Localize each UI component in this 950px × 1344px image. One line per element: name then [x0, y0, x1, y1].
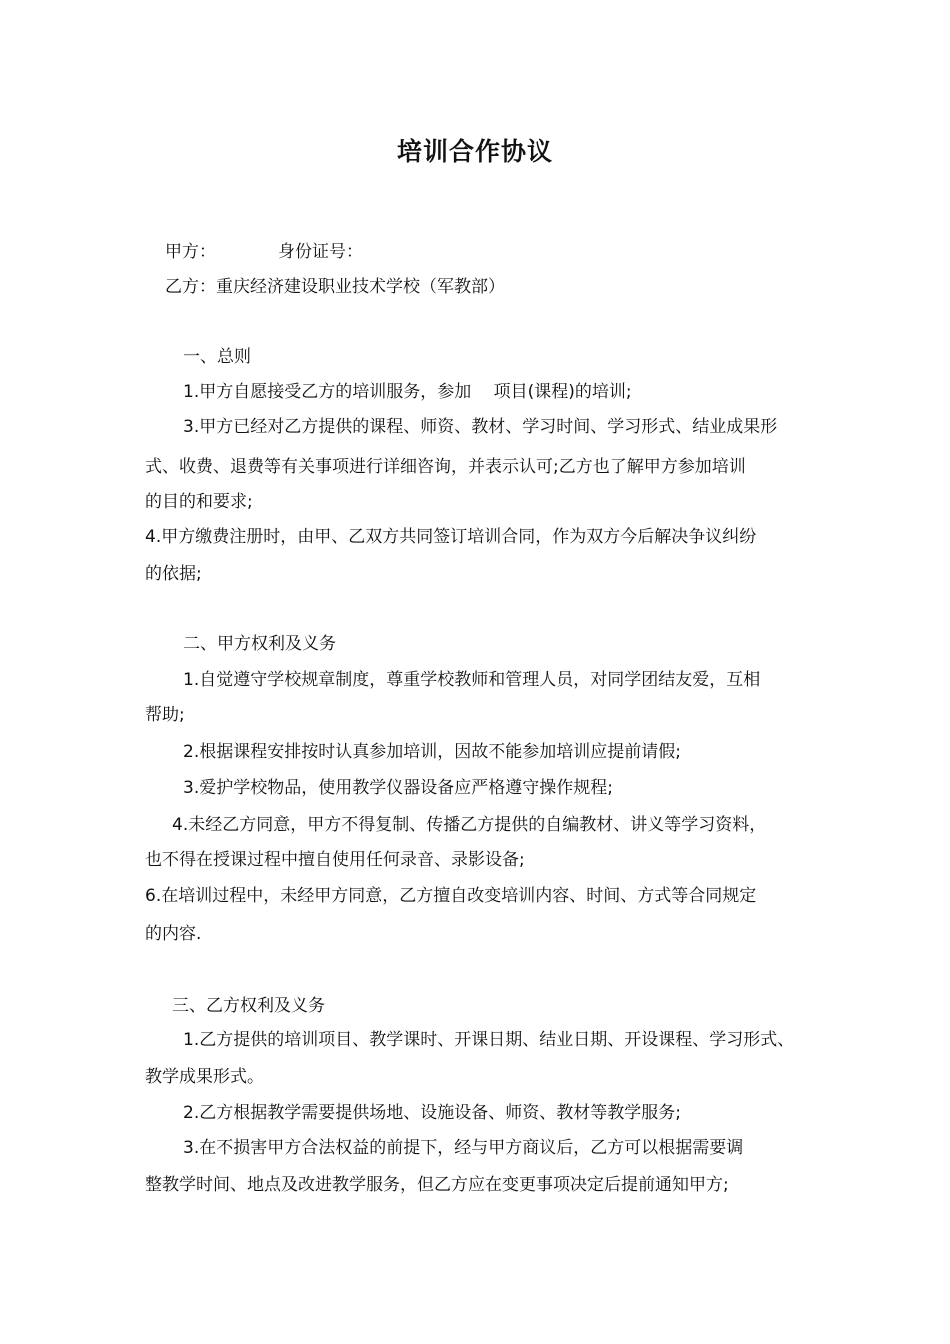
clause-line: 6.在培训过程中，未经甲方同意，乙方擅自改变培训内容、时间、方式等合同规定 — [145, 886, 757, 906]
clause-line: 帮助; — [145, 705, 185, 725]
id-number-label: 身份证号： — [278, 242, 363, 262]
clause-line: 3.爱护学校物品，使用教学仪器设备应严格遵守操作规程; — [183, 778, 613, 798]
clause-line: 1.乙方提供的培训项目、教学课时、开课日期、结业日期、开设课程、学习形式、 — [183, 1030, 795, 1050]
clause-line: 3.在不损害甲方合法权益的前提下，经与甲方商议后，乙方可以根据需要调 — [183, 1138, 744, 1158]
party-a-label: 甲方： — [165, 242, 216, 262]
clause-line: 2.乙方根据教学需要提供场地、设施设备、师资、教材等教学服务; — [183, 1103, 681, 1123]
clause-line: 1.甲方自愿接受乙方的培训服务，参加 项目(课程)的培训; — [183, 382, 632, 402]
clause-line: 教学成果形式。 — [145, 1067, 264, 1087]
clause-line: 的依据; — [145, 564, 202, 584]
section-heading: 二、甲方权利及义务 — [183, 634, 336, 654]
clause-line: 4.甲方缴费注册时，由甲、乙双方共同签订培训合同，作为双方今后解决争议纠纷 — [145, 527, 757, 547]
clause-line: 式、收费、退费等有关事项进行详细咨询，并表示认可;乙方也了解甲方参加培训 — [145, 457, 746, 477]
clause-line: 1.自觉遵守学校规章制度，尊重学校教师和管理人员，对同学团结友爱，互相 — [183, 670, 761, 690]
document-title: 培训合作协议 — [396, 137, 553, 166]
clause-line: 3.甲方已经对乙方提供的课程、师资、教材、学习时间、学习形式、结业成果形 — [183, 417, 778, 437]
clause-line: 的目的和要求; — [145, 492, 253, 512]
clause-line: 2.根据课程安排按时认真参加培训，因故不能参加培训应提前请假; — [183, 742, 681, 762]
section-heading: 三、乙方权利及义务 — [172, 996, 325, 1016]
party-b-line: 乙方：重庆经济建设职业技术学校（军教部） — [165, 277, 505, 297]
clause-line: 整教学时间、地点及改进教学服务，但乙方应在变更事项决定后提前通知甲方; — [145, 1175, 729, 1195]
clause-line: 也不得在授课过程中擅自使用任何录音、录影设备; — [145, 850, 525, 870]
section-heading: 一、总则 — [183, 347, 251, 367]
clause-line: 4.未经乙方同意，甲方不得复制、传播乙方提供的自编教材、讲义等学习资料， — [172, 815, 767, 835]
clause-line: 的内容. — [145, 924, 202, 944]
